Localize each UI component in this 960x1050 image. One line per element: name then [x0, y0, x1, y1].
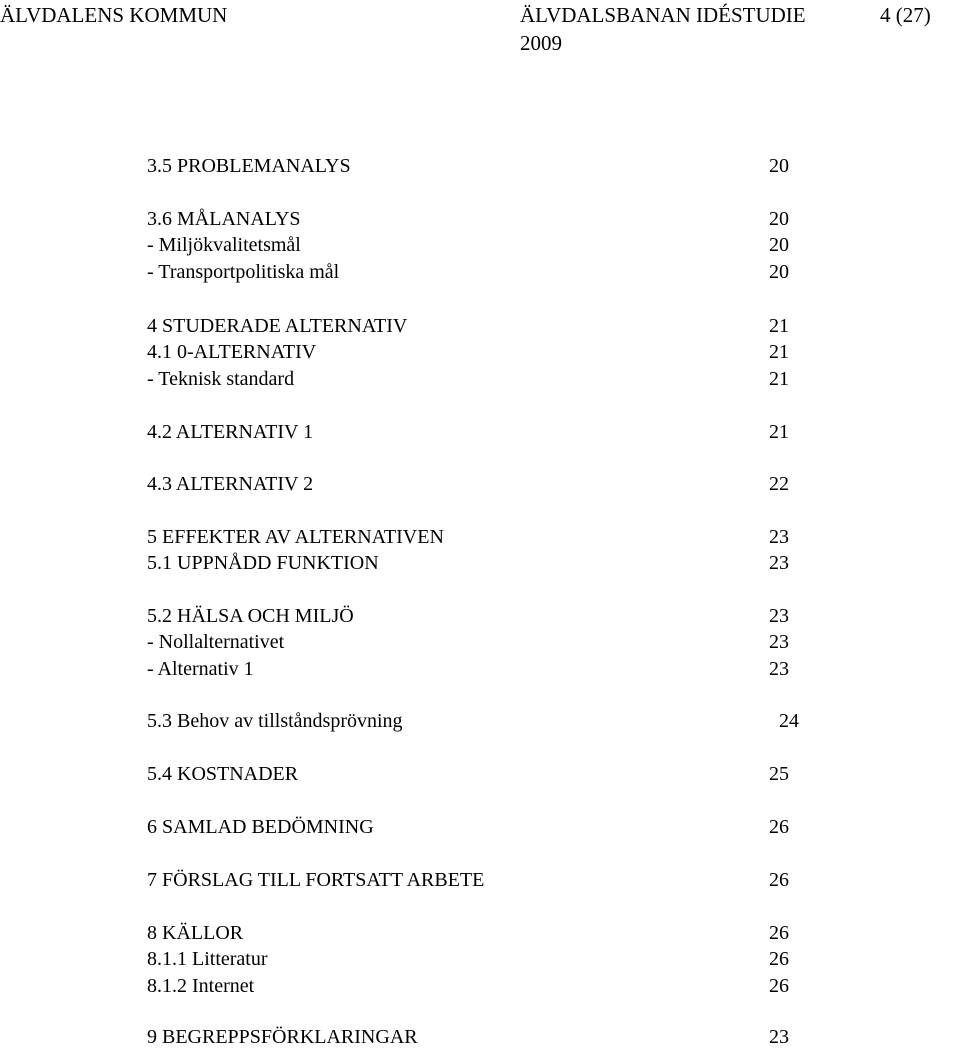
toc-entry-page: 25: [769, 763, 789, 785]
toc-entry-page: 21: [769, 421, 789, 443]
toc-entry: [147, 629, 807, 655]
header-page-indicator: 4 (27): [880, 3, 931, 27]
toc-entry-page: 20: [769, 208, 789, 230]
toc-entry-page: 23: [769, 552, 789, 574]
header-year: 2009: [520, 31, 562, 55]
header-org: ÄLVDALENS KOMMUN: [0, 3, 228, 27]
toc-entry: [147, 206, 807, 232]
toc-entry-page: 23: [769, 605, 789, 627]
toc-entry: [147, 153, 807, 179]
toc-entry-page: 20: [769, 155, 789, 177]
toc-entry-title: - Teknisk standard: [147, 368, 295, 390]
toc-entry: [147, 550, 807, 576]
toc-entry-page: 26: [769, 948, 789, 970]
toc-entry-page: 22: [769, 473, 789, 495]
toc-entry: [147, 973, 807, 999]
toc-entry-page: 24: [779, 710, 799, 732]
toc-entry-title: - Transportpolitiska mål: [147, 261, 340, 283]
toc-entry-page: 26: [769, 869, 789, 891]
toc-entry-title: - Nollalternativet: [147, 631, 285, 653]
toc-entry: [147, 524, 807, 550]
toc-entry-title: 6 SAMLAD BEDÖMNING: [147, 816, 374, 838]
toc-entry: [147, 867, 807, 893]
toc-entry-title: - Alternativ 1: [147, 658, 254, 680]
toc-entry-page: 20: [769, 261, 789, 283]
toc-entry-title: 5.4 KOSTNADER: [147, 763, 299, 785]
toc-entry-title: 5 EFFEKTER AV ALTERNATIVEN: [147, 526, 444, 548]
toc-entry-page: 23: [769, 631, 789, 653]
toc-entry: [147, 1024, 807, 1050]
toc-entry-page: 21: [769, 368, 789, 390]
toc-entry-title: 8.1.1 Litteratur: [147, 948, 268, 970]
header-doc-title: ÄLVDALSBANAN IDÉSTUDIE: [520, 3, 806, 27]
toc-entry: [147, 946, 807, 972]
toc-entry-title: 4.1 0-ALTERNATIV: [147, 341, 317, 363]
toc-entry-page: 23: [769, 1026, 789, 1048]
toc-entry-page: 23: [769, 526, 789, 548]
toc-entry-page: 26: [769, 816, 789, 838]
toc-entry-page: 26: [769, 922, 789, 944]
toc-entry-title: - Miljökvalitetsmål: [147, 234, 301, 256]
toc-entry: [147, 232, 807, 258]
toc-entry-page: 26: [769, 975, 789, 997]
toc-entry-title: 4 STUDERADE ALTERNATIV: [147, 315, 408, 337]
toc-entry: [147, 419, 807, 445]
toc-entry: [147, 313, 807, 339]
toc-entry: [147, 259, 807, 285]
toc-entry-title: 9 BEGREPPSFÖRKLARINGAR: [147, 1026, 418, 1048]
toc-entry-title: 7 FÖRSLAG TILL FORTSATT ARBETE: [147, 869, 485, 891]
toc-entry-page: 20: [769, 234, 789, 256]
toc-entry-page: 23: [769, 658, 789, 680]
toc-entry: [147, 339, 807, 365]
toc-entry-title: 8 KÄLLOR: [147, 922, 244, 944]
toc-entry: [147, 814, 807, 840]
toc-entry: [147, 708, 807, 734]
toc-entry-title: 5.1 UPPNÅDD FUNKTION: [147, 552, 379, 574]
toc-entry-title: 3.6 MÅLANALYS: [147, 208, 301, 230]
toc-entry-title: 5.2 HÄLSA OCH MILJÖ: [147, 605, 354, 627]
toc-entry: [147, 471, 807, 497]
toc-entry-title: 4.3 ALTERNATIV 2: [147, 473, 314, 495]
toc-entry: [147, 920, 807, 946]
toc-entry: [147, 603, 807, 629]
toc-entry-title: 8.1.2 Internet: [147, 975, 255, 997]
toc-entry-page: 21: [769, 315, 789, 337]
toc-entry-title: 4.2 ALTERNATIV 1: [147, 421, 314, 443]
toc-entry: [147, 761, 807, 787]
toc-entry: [147, 656, 807, 682]
toc-entry-page: 21: [769, 341, 789, 363]
toc-entry: [147, 366, 807, 392]
toc-entry-title: 5.3 Behov av tillståndsprövning: [147, 710, 403, 732]
toc-entry-title: 3.5 PROBLEMANALYS: [147, 155, 351, 177]
